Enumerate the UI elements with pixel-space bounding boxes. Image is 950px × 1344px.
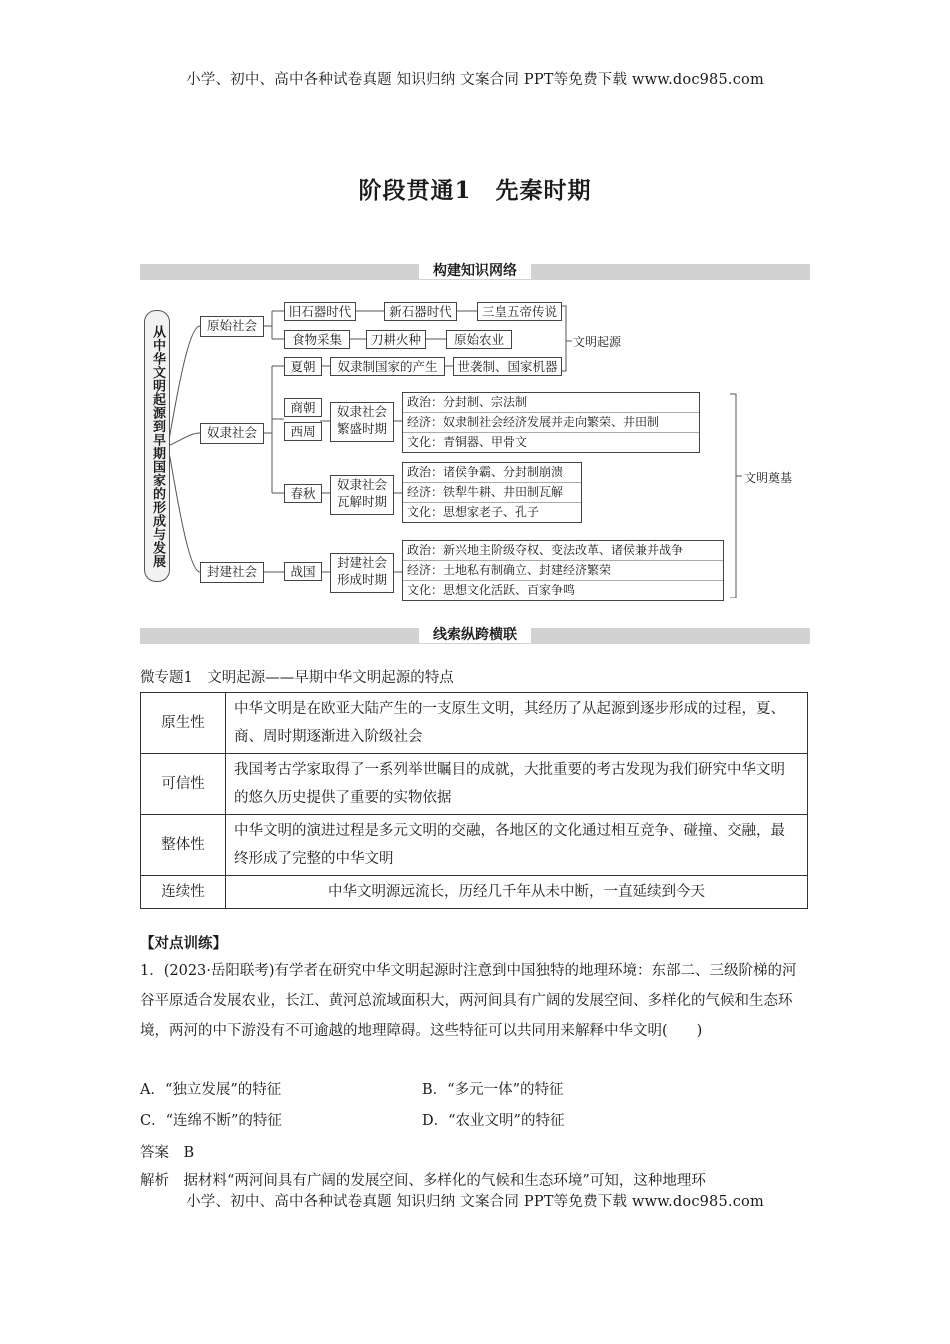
forming-culture: 文化：思想文化活跃、百家争鸣 [407,583,576,597]
node-paleolithic: 旧石器时代 [284,302,356,321]
section-title-network: 构建知识网络 [419,263,531,279]
feature-desc: 我国考古学家取得了一系列举世瞩目的成就，大批重要的考古发现为我们研究中华文明的悠久历史提供了重要的实物依据 [226,754,808,815]
section-bar-network [140,264,810,280]
section-title-threads: 线索纵跨横联 [419,627,531,643]
forming-politics: 政治：新兴地主阶级夺权、变法改革、诸侯兼并战争 [403,541,723,561]
decline-politics: 政治：诸侯争霸、分封制崩溃 [403,463,581,483]
node-primitive-agriculture: 原始农业 [446,330,512,349]
node-slave-state: 奴隶制国家的产生 [330,357,445,376]
option-d: D．“农业文明”的特征 [422,1113,565,1129]
features-table [140,692,808,909]
option-b: B．“多元一体”的特征 [422,1082,564,1098]
node-forming-period: 封建社会形成时期 [330,553,394,593]
label-civilization-origin: 文明起源 [573,335,622,349]
page-footer: 小学、初中、高中各种试卷真题 知识归纳 文案合同 PPT等免费下载 www.doc985.com [186,1194,764,1210]
page-header: 小学、初中、高中各种试卷真题 知识归纳 文案合同 PPT等免费下载 www.doc985.com [186,72,764,88]
node-primitive-society: 原始社会 [200,316,264,337]
feature-desc: 中华文明的演进过程是多元文明的交融，各地区的文化通过相互竞争、碰撞、交融，最终形成了完整的中华文明 [226,815,808,876]
node-slash-burn: 刀耕火种 [366,330,426,349]
table-row [141,876,808,909]
section-bar-threads [140,628,810,644]
node-legend: 三皇五帝传说 [477,302,562,321]
forming-economy: 经济：土地私有制确立、封建经济繁荣 [403,561,723,581]
node-western-zhou: 西周 [284,422,322,441]
node-warring-states: 战国 [284,562,322,581]
node-food-gathering: 食物采集 [284,330,350,349]
option-c: C．“连绵不断”的特征 [140,1113,282,1129]
node-feudal-society: 封建社会 [200,562,264,583]
node-prosperity-period: 奴隶社会繁盛时期 [330,402,394,442]
mindmap-root: 从中华文明起源到早期国家的形成与发展 [144,310,170,582]
forming-items [402,540,724,601]
table-row [141,815,808,876]
feature-name: 原生性 [141,693,226,754]
question-text: 1．(2023·岳阳联考)有学者在研究中华文明起源时注意到中国独特的地理环境：东部二、三级阶梯的河谷平原适合发展农业，长江、黄河总流域面积大，两河间具有广阔的发展空间、多样化的气候和生态环境，两河的中下游没有不可逾越的地理障碍。这些特征可以共同用来解释中华文明( ) [140,963,797,1039]
decline-culture: 文化：思想家老子、孔子 [407,505,540,519]
node-hereditary: 世袭制、国家机器 [453,357,562,376]
decline-items [402,462,582,523]
node-spring-autumn: 春秋 [284,484,322,503]
node-shang: 商朝 [284,398,322,417]
label-civilization-foundation: 文明奠基 [744,471,793,485]
feature-name: 可信性 [141,754,226,815]
micro-topic-title: 微专题1 文明起源——早期中华文明起源的特点 [140,670,454,686]
feature-desc: 中华文明是在欧亚大陆产生的一支原生文明，其经历了从起源到逐步形成的过程，夏、商、周时期逐渐进入阶级社会 [226,693,808,754]
feature-name: 连续性 [141,876,226,909]
training-label: 【对点训练】 [140,935,227,952]
table-row [141,754,808,815]
prosperity-politics: 政治：分封制、宗法制 [403,393,699,413]
node-decline-period: 奴隶社会瓦解时期 [330,475,394,515]
answer: 答案 B [140,1145,195,1161]
prosperity-culture: 文化：青铜器、甲骨文 [407,435,528,449]
knowledge-mindmap [140,296,810,598]
analysis: 解析 据材料“两河间具有广阔的发展空间、多样化的气候和生态环境”可知，这种地理环 [140,1173,706,1189]
node-neolithic: 新石器时代 [384,302,457,321]
prosperity-economy: 经济：奴隶制社会经济发展并走向繁荣、井田制 [403,413,699,433]
feature-name: 整体性 [141,815,226,876]
decline-economy: 经济：铁犁牛耕、井田制瓦解 [403,483,581,503]
node-slave-society: 奴隶社会 [200,423,264,444]
feature-desc: 中华文明源远流长，历经几千年从未中断，一直延续到今天 [226,876,808,909]
option-a: A．“独立发展”的特征 [140,1082,282,1098]
node-xia: 夏朝 [284,357,322,376]
page-title: 阶段贯通1 先秦时期 [358,177,592,204]
prosperity-items [402,392,700,453]
table-row [141,693,808,754]
